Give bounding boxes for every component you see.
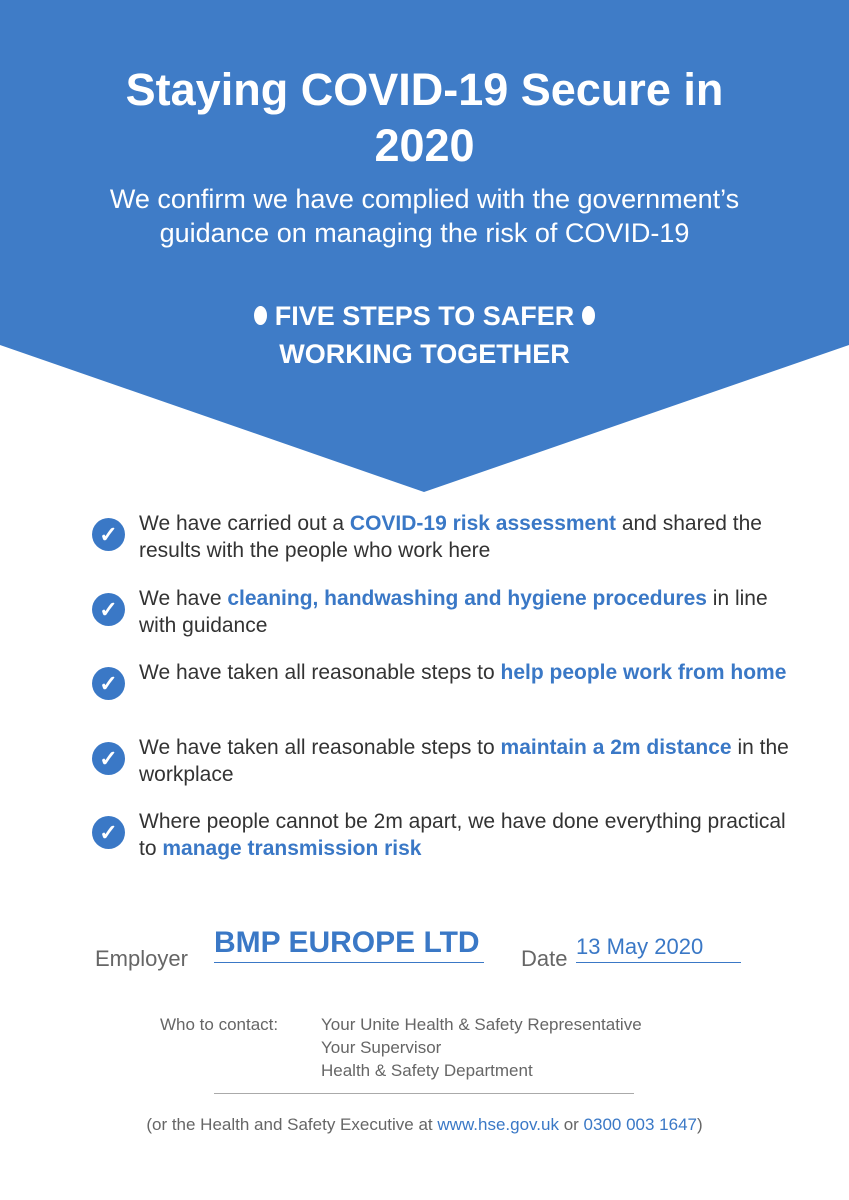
steps-heading bbox=[0, 297, 849, 373]
footer-text: ) bbox=[696, 1115, 703, 1134]
item-highlight: maintain a 2m distance bbox=[500, 735, 732, 759]
item-text: We have taken all reasonable steps to bbox=[139, 661, 501, 684]
check-circle-icon: ✓ bbox=[92, 742, 125, 775]
item-highlight: help people work from home bbox=[500, 661, 787, 684]
check-circle-icon: ✓ bbox=[92, 593, 125, 626]
date-value: 13 May 2020 bbox=[576, 934, 741, 963]
footer bbox=[0, 1115, 849, 1135]
item-text: We have carried out a bbox=[139, 512, 350, 535]
hse-phone-link[interactable]: 0300 003 1647 bbox=[583, 1115, 697, 1134]
check-circle-icon: ✓ bbox=[92, 667, 125, 700]
checklist-text bbox=[139, 734, 789, 788]
title-line-1: Staying COVID-19 Secure in bbox=[125, 64, 724, 115]
checklist-text bbox=[139, 510, 789, 564]
contact-list bbox=[321, 1013, 642, 1082]
item-text: and shared the results with the people who work here bbox=[139, 512, 762, 562]
subtitle bbox=[0, 182, 849, 250]
employer-value: BMP EUROPE LTD bbox=[214, 926, 484, 963]
subtitle-line-1: We confirm we have complied with the government’s bbox=[109, 184, 740, 214]
bullet-dot-icon bbox=[582, 306, 595, 325]
hse-website-link[interactable]: www.hse.gov.uk bbox=[437, 1115, 559, 1134]
item-text: in the workplace bbox=[139, 735, 789, 786]
title-line-2: 2020 bbox=[374, 120, 475, 171]
item-text: in line with guidance bbox=[139, 586, 768, 637]
item-text: We have taken all reasonable steps to bbox=[139, 735, 501, 759]
checklist-text bbox=[139, 659, 789, 686]
bullet-dot-icon bbox=[254, 306, 267, 325]
contact-line: Your Supervisor bbox=[321, 1038, 442, 1057]
item-text: Where people cannot be 2m apart, we have done everything practical to bbox=[139, 810, 786, 860]
checklist-text bbox=[139, 808, 789, 862]
steps-line-1: FIVE STEPS TO SAFER bbox=[274, 301, 575, 331]
check-circle-icon: ✓ bbox=[92, 816, 125, 849]
item-highlight: COVID-19 risk assessment bbox=[349, 512, 617, 535]
item-text: We have bbox=[139, 586, 228, 610]
footer-text: (or the Health and Safety Executive at bbox=[146, 1115, 438, 1134]
footer-text: or bbox=[558, 1115, 584, 1134]
subtitle-line-2: guidance on managing the risk of COVID-19 bbox=[159, 218, 690, 248]
contact-label: Who to contact: bbox=[160, 1015, 279, 1034]
divider bbox=[214, 1093, 634, 1094]
date-label: Date bbox=[521, 946, 568, 971]
check-circle-icon: ✓ bbox=[92, 518, 125, 551]
page-title bbox=[0, 62, 849, 174]
item-highlight: cleaning, handwashing and hygiene procedures bbox=[227, 586, 707, 610]
employer-label: Employer bbox=[95, 946, 188, 971]
steps-line-2: WORKING TOGETHER bbox=[279, 339, 570, 369]
item-highlight: manage transmission risk bbox=[162, 837, 422, 860]
contact-line: Health & Safety Department bbox=[321, 1061, 533, 1080]
contact-line: Your Unite Health & Safety Representative bbox=[321, 1015, 642, 1034]
checklist-text bbox=[139, 585, 789, 639]
